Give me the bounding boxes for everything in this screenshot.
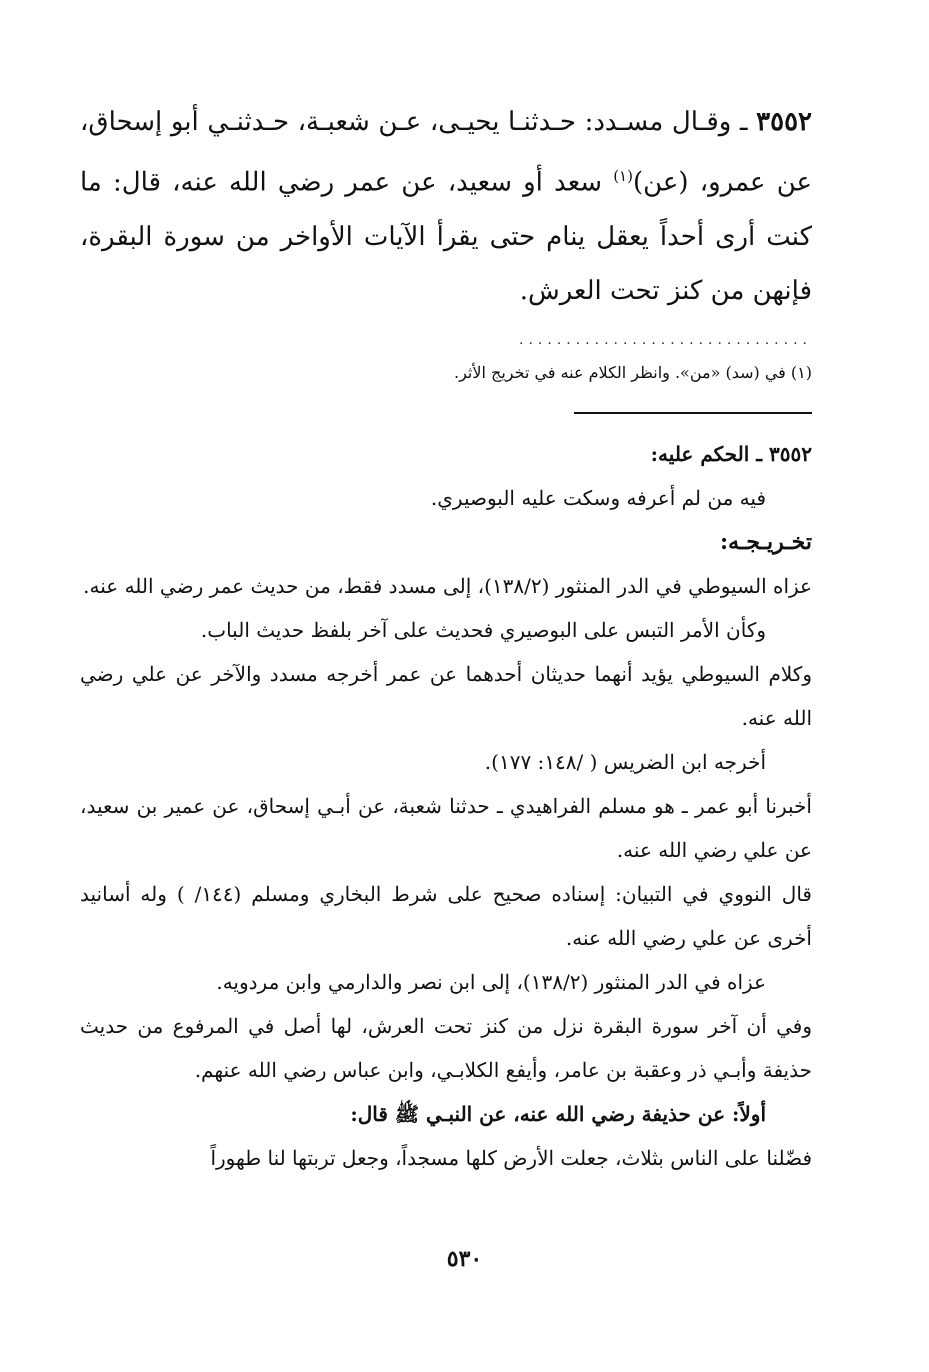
paragraph: أولاً: عن حذيفة رضي الله عنه، عن النبـي ﷺ قال: <box>350 1101 766 1126</box>
commentary <box>80 432 812 1180</box>
footnote-marker: (١) <box>613 167 633 185</box>
paragraph: وكأن الأمر التبس على البوصيري فحديث على آخر بلفظ حديث الباب. <box>200 617 766 642</box>
ruling-text: فيه من لم أعرفه وسكت عليه البوصيري. <box>430 485 766 510</box>
hadith-text-part-1: ـ وقـال مسـدد: حـدثنـا يحيـى، عـن شعبـة، حـدثنـي أبو إسحاق، عن عمرو، (عن) <box>80 107 812 198</box>
hadith-text-part-2: سعد أو سعيد، عن عمر رضي الله عنه، قال: ما كنت أرى أحداً يعقل ينام حتى يقرأ الآيات الأواخر من سورة البقرة، فإنهن من كنز تحت العرش. <box>80 167 812 306</box>
paragraph: وكلام السيوطي يؤيد أنهما حديثان أحدهما عن عمر أخرجه مسدد والآخر عن علي رضي الله عنه. <box>80 661 812 730</box>
section-divider <box>574 412 812 414</box>
takhrij-heading: تخـريـجـه: <box>719 528 812 555</box>
page-number: ٥٣٠ <box>446 1246 483 1272</box>
paragraph: عزاه في الدر المنثور (١٣٨/٢)، إلى ابن نصر والدارمي وابن مردويه. <box>216 969 766 994</box>
paragraph: عزاه السيوطي في الدر المنثور (١٣٨/٢)، إلى مسدد فقط، من حديث عمر رضي الله عنه. <box>83 573 812 598</box>
footnote-separator: ............................... <box>519 331 812 348</box>
paragraph: قال النووي في التبيان: إسناده صحيح على شرط البخاري ومسلم (١٤٤/ ) وله أسانيد أخرى عن علي رضي الله عنه. <box>80 881 812 950</box>
paragraph: وفي أن آخر سورة البقرة نزل من كنز تحت العرش، لها أصل في المرفوع من حديث حذيفة وأبـي ذر وعقبة بن عامر، وأيفع الكلابـي، وابن عباس رضي الله عنهم. <box>80 1013 812 1082</box>
hadith-number: ٣٥٥٢ <box>756 107 812 137</box>
hadith-text <box>80 95 812 318</box>
paragraph: فضّلنا على الناس بثلاث، جعلت الأرض كلها مسجداً، وجعل تربتها لنا طهوراً <box>210 1145 812 1170</box>
paragraph: أخبرنا أبو عمر ـ هو مسلم الفراهيدي ـ حدثنا شعبة، عن أبـي إسحاق، عن عمير بن سعيد، عن علي رضي الله عنه. <box>80 793 812 862</box>
paragraph: أخرجه ابن الضريس ( /١٤٨: ١٧٧). <box>484 749 766 774</box>
page-body <box>80 95 812 1180</box>
footnote: (١) في (سد) «من». وانظر الكلام عنه في تخريج الأثر. <box>454 362 812 382</box>
ruling-heading: ٣٥٥٢ ـ الحكم عليه: <box>650 441 812 466</box>
